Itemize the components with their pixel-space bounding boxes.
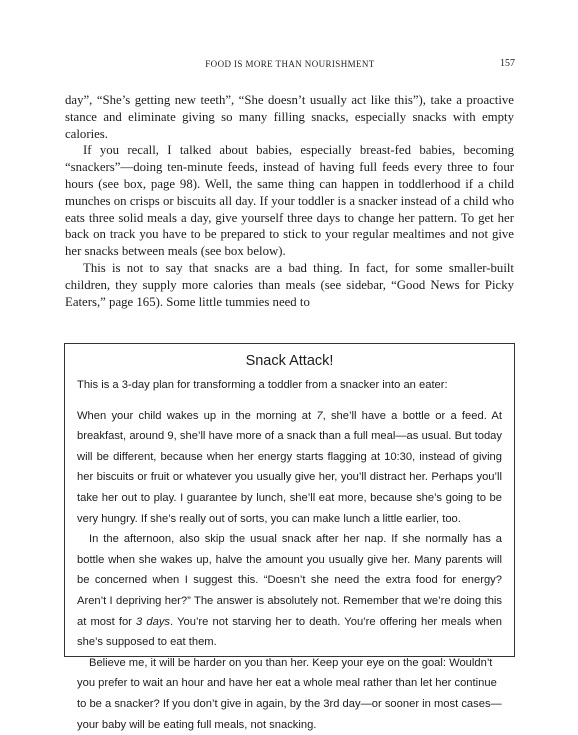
snack-attack-box	[64, 343, 515, 731]
body-paragraph-3: This is not to say that snacks are a bad thing. In fact, for some smaller-built children, they supply more calories than meals (see sidebar, “Good News for Picky Eaters,” page 165). Some little tummies need to	[65, 260, 514, 309]
sidebar-paragraph-1	[77, 406, 502, 530]
sidebar-p2-emphasis: 3 days	[136, 615, 171, 628]
sidebar-p1-text-a: When your child wakes up in the morning at	[77, 409, 317, 422]
sidebar-paragraph-2	[77, 529, 502, 653]
sidebar-p1-emphasis: 7	[316, 409, 323, 422]
body-paragraph-1: day”, “She’s getting new teeth”, “She doesn’t usually act like this”), take a proactive stance and eliminate giving so many filling snacks, especially snacks with empty calories.	[65, 93, 514, 141]
page-header	[65, 58, 515, 72]
page-number: 157	[500, 58, 515, 69]
sidebar-body	[65, 375, 514, 735]
body-paragraph-2: If you recall, I talked about babies, especially breast-fed babies, becoming “snackers”—doing ten-minute feeds, instead of having full feeds every three to four hours (see box, page 98). Well, the same thing can happen in toddlerhood if a child munches on crisps or biscuits all day. If your toddler is a snacker instead of a child who eats three solid meals a day, give yourself three days to change her pattern. To get her back on track you have to be prepared to stick to your regular mealtimes and not give her snacks between meals (see box below).	[65, 143, 514, 259]
running-head: FOOD IS MORE THAN NOURISHMENT	[205, 59, 375, 69]
body-text	[65, 92, 514, 310]
sidebar-p1-text-b: , she’ll have a bottle or a feed. At breakfast, around 9, she’ll have more of a snack than a full meal—as usual. But today will be different, because when her energy starts flagging at 10:30, instead of giving her biscuits or fruit or whatever you usually give her, you’ll distract her. Perhaps you’ll take her out to play. I guarantee by lunch, she’ll eat more, because she’s going to be very hungry. If she’s really out of sorts, you can make lunch a little earlier, too.	[77, 409, 502, 525]
sidebar-p2-text-b: . You’re not starving her to death. You’re offering her meals when she’s supposed to eat them.	[77, 615, 502, 649]
sidebar-p2-text-a: In the afternoon, also skip the usual snack after her nap. If she normally has a bottle when she wakes up, halve the amount you usually give her. Many parents will be concerned when I suggest this. “Doesn’t she need the extra food for energy? Aren’t I depriving her?” The answer is absolutely not. Remember that we’re doing this at most for	[77, 533, 502, 628]
sidebar-intro: This is a 3-day plan for transforming a toddler from a snacker into an eater:	[77, 379, 448, 391]
sidebar-paragraph-3: Believe me, it will be harder on you than her. Keep your eye on the goal: Wouldn’t you prefer to wait an hour and have her eat a whole meal rather than let her continue to be a snacker? If you don’t give in again, by the 3rd day—or sooner in most cases—your baby will be eating full meals, not snacking.	[77, 656, 502, 731]
sidebar-title: Snack Attack!	[245, 353, 334, 369]
